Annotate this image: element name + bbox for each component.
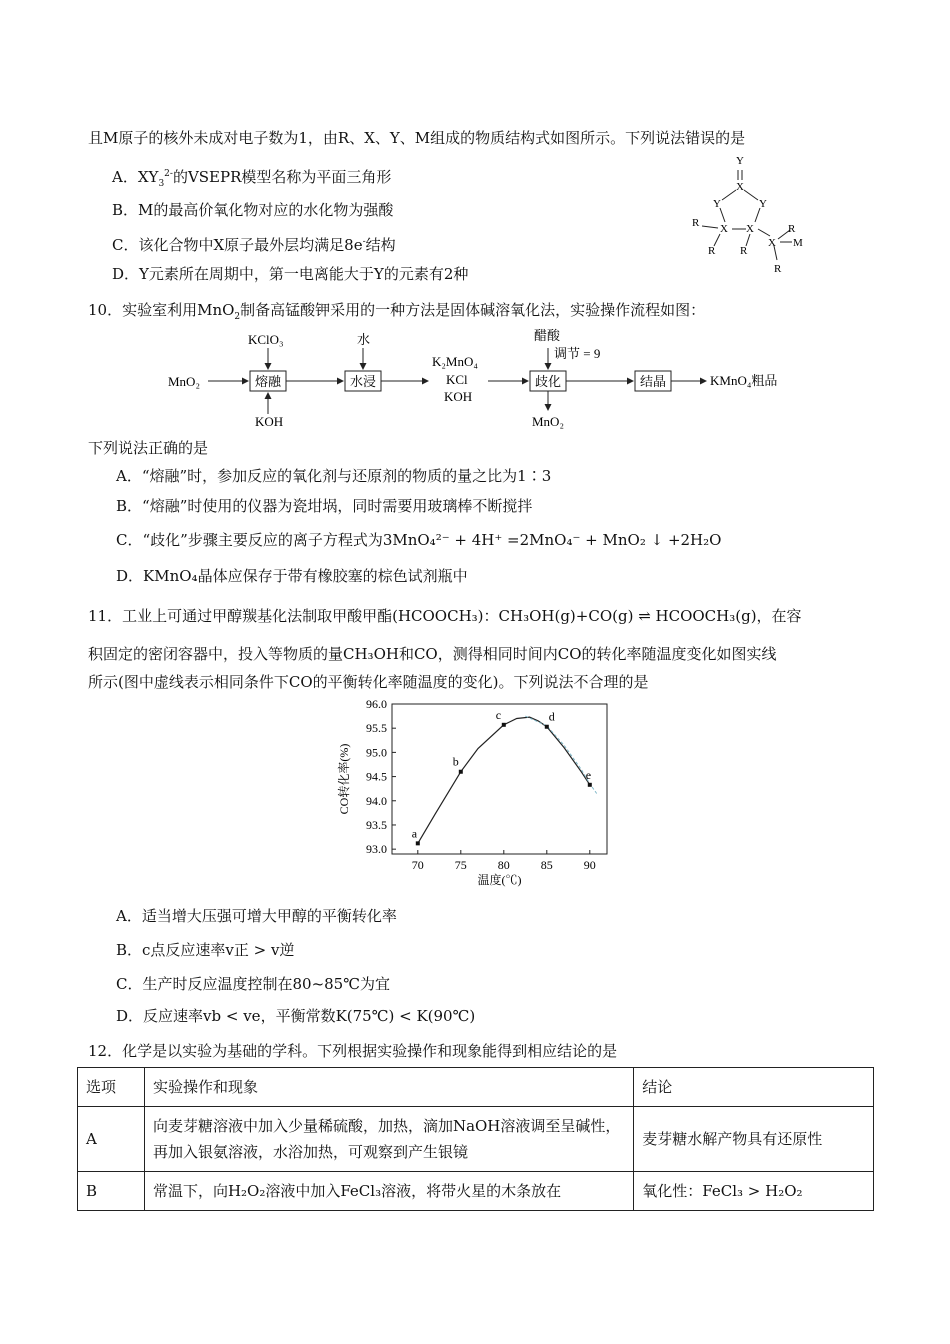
flow-box1-label: 熔融 [255, 374, 282, 389]
x-tick-label: 80 [497, 858, 510, 872]
data-point [545, 725, 549, 729]
table-header-row [78, 1068, 874, 1107]
structure-diagram [680, 150, 810, 280]
atom-x-right: X [768, 237, 776, 249]
flow-box2-label: 水浸 [350, 374, 377, 389]
q11-option-b: B．c点反应速率v正 > v逆 [116, 941, 295, 959]
table-cell-conclusion: 麦芽糖水解产物具有还原性 [634, 1107, 874, 1172]
data-point [459, 770, 463, 774]
q11-option-c: C．生产时反应温度控制在80~85℃为宜 [116, 975, 391, 993]
table-header: 实验操作和现象 [144, 1068, 633, 1107]
co-conversion-chart [330, 694, 620, 894]
q10-option-a: A．“熔融”时，参加反应的氧化剂与还原剂的物质的量之比为1∶3 [116, 467, 552, 485]
q10-option-b: B．“熔融”时使用的仪器为瓷坩埚，同时需要用玻璃棒不断搅拌 [116, 497, 533, 515]
atom-y-right: Y [759, 198, 767, 210]
q11-option-a: A．适当增大压强可增大甲醇的平衡转化率 [116, 907, 397, 925]
point-label: b [452, 754, 459, 769]
y-tick-label: 93.5 [366, 817, 387, 832]
table-cell-operation: 常温下，向H₂O₂溶液中加入FeCl₃溶液，将带火星的木条放在 [144, 1172, 633, 1211]
q9-stem: 且M原子的核外未成对电子数为1，由R、X、Y、M组成的物质结构式如图所示。下列说法错误的是 [88, 129, 746, 147]
table-header: 结论 [634, 1068, 874, 1107]
atom-x-left: X [720, 223, 728, 235]
flow-box1-bottom: KOH [255, 414, 284, 429]
q12-table [77, 1067, 874, 1211]
table-header: 选项 [78, 1068, 145, 1107]
table-cell-option: B [78, 1172, 145, 1211]
point-label: d [548, 709, 555, 724]
atom-r-4: R [774, 263, 782, 275]
y-tick-label: 93.0 [366, 842, 387, 857]
table-row [78, 1107, 874, 1172]
y-tick-label: 95.0 [366, 745, 387, 760]
table-cell-operation: 向麦芽糖溶液中加入少量稀硫酸，加热，滴加NaOH溶液调至呈碱性，再加入银氨溶液，水浴加热，可观察到产生银镜 [144, 1107, 633, 1172]
flow-diagram [160, 328, 800, 433]
atom-r-1: R [708, 245, 716, 257]
x-tick-label: 70 [411, 858, 424, 872]
conversion-series-line [418, 717, 590, 843]
q10-option-d: D．KMnO₄晶体应保存于带有橡胶塞的棕色试剂瓶中 [116, 567, 468, 585]
atom-r-3: R [788, 223, 796, 235]
atom-r-left: R [692, 217, 700, 229]
q9-option-d: D．Y元素所在周期中，第一电离能大于Y的元素有2种 [112, 265, 469, 283]
flow-mid-2: KCl [446, 372, 468, 387]
q9-option-c: C．该化合物中X原子最外层均满足8e-结构 [112, 236, 396, 254]
x-tick-label: 75 [454, 858, 467, 872]
flow-box3-label: 歧化 [535, 374, 562, 389]
atom-r-2: R [740, 245, 748, 257]
flow-box3-bottom: MnO₂ [532, 414, 564, 429]
x-axis-label: 温度(℃) [477, 873, 522, 887]
y-tick-label: 94.0 [366, 793, 387, 808]
atom-y-left: Y [713, 198, 721, 210]
atom-x-mid: X [746, 223, 754, 235]
q11-stem-2: 积固定的密闭容器中，投入等物质的量CH₃OH和CO，测得相同时间内CO的转化率随温度变化如图实线 [88, 645, 777, 663]
table-cell-conclusion: 氧化性：FeCl₃ > H₂O₂ [634, 1172, 874, 1211]
flow-box4-label: 结晶 [640, 374, 667, 389]
table-row [78, 1172, 874, 1211]
y-axis-label: CO转化率(%) [337, 743, 351, 815]
point-label: a [411, 826, 418, 841]
point-label: c [495, 707, 502, 722]
q10-stem: 10．实验室利用MnO$_2$制备高锰酸钾采用的一种方法是固体碱溶氧化法，实验操作流程如图： [88, 301, 706, 322]
flow-box1-top: KClO₃ [248, 332, 284, 347]
y-tick-label: 95.5 [366, 721, 387, 736]
data-point [588, 783, 592, 787]
q11-option-d: D．反应速率vb < ve，平衡常数K(75℃) < K(90℃) [116, 1007, 476, 1025]
q10-sub-stem: 下列说法正确的是 [88, 439, 209, 457]
equilibrium-series-line [525, 716, 596, 793]
point-label: e [585, 767, 592, 782]
flow-mid-1: K₂MnO₄ [432, 354, 478, 369]
q12-stem: 12．化学是以实验为基础的学科。下列根据实验操作和现象能得到相应结论的是 [88, 1042, 618, 1060]
data-point [416, 841, 420, 845]
y-tick-label: 94.5 [366, 769, 387, 784]
flow-mid-3: KOH [444, 389, 473, 404]
flow-box3-top1: 醋酸 [534, 328, 561, 343]
data-point [502, 723, 506, 727]
atom-y-top: Y [736, 155, 744, 167]
q11-stem-3: 所示(图中虚线表示相同条件下CO的平衡转化率随温度的变化)。下列说法不合理的是 [88, 673, 649, 691]
y-tick-label: 96.0 [366, 697, 387, 711]
flow-end: KMnO₄粗品 [710, 373, 778, 388]
q9-option-b: B．M的最高价氧化物对应的水化物为强酸 [112, 201, 394, 219]
q10-option-c: C．“歧化”步骤主要反应的离子方程式为3MnO₄²⁻ + 4H⁺ =2MnO₄⁻ + MnO₂ ↓ +2H₂O [116, 531, 722, 549]
flow-box3-top2: 调节 = 9 [554, 346, 601, 361]
atom-m: M [793, 237, 803, 249]
q11-stem-1: 11．工业上可通过甲醇羰基化法制取甲酸甲酯(HCOOCH₃)：CH₃OH(g)+CO(g) ⇌ HCOOCH₃(g)，在容 [88, 607, 802, 625]
x-tick-label: 90 [583, 858, 596, 872]
flow-box2-top: 水 [357, 332, 371, 347]
x-tick-label: 85 [540, 858, 553, 872]
table-cell-option: A [78, 1107, 145, 1172]
atom-x-top: X [736, 181, 744, 193]
q9-option-a: A．$XY_3^{2-}$的VSEPR模型名称为平面三角形 [112, 168, 392, 189]
flow-start: MnO₂ [168, 374, 200, 389]
